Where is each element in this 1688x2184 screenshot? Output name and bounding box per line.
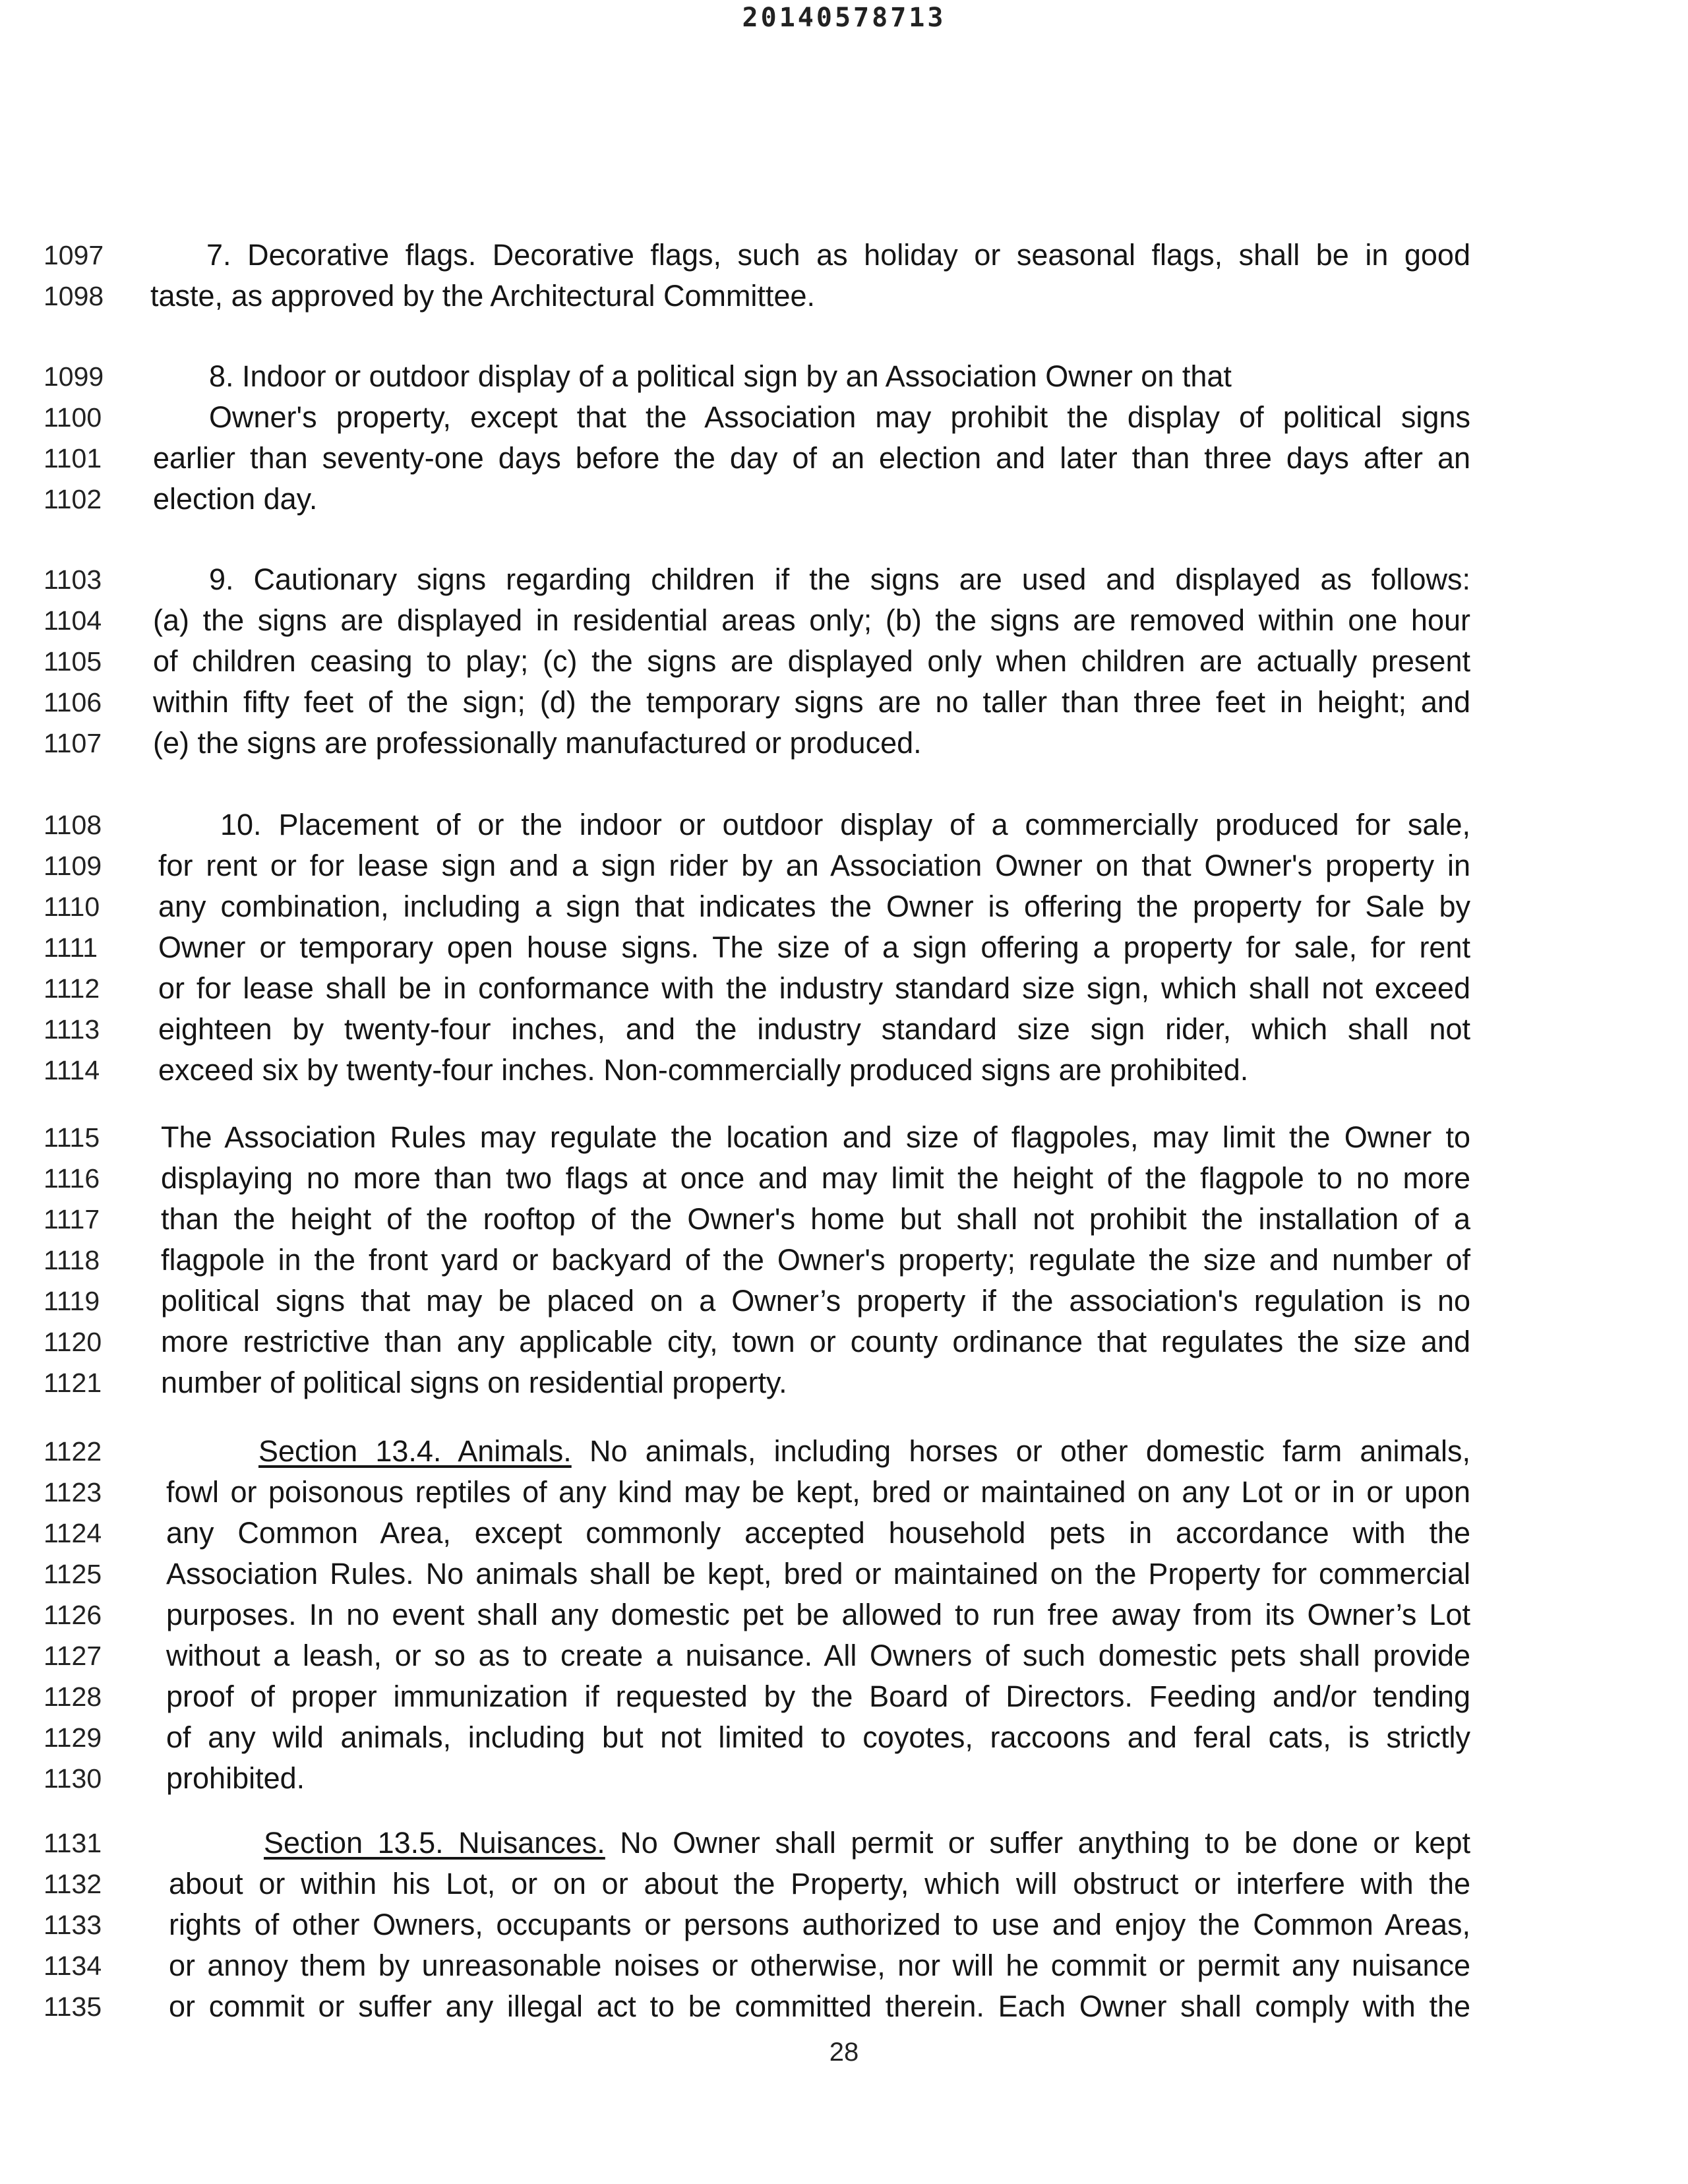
- line-text: [161, 1362, 787, 1403]
- text-run: rights of other Owners, occupants or persons authorized to use and enjoy the Common Areas,: [169, 1908, 1470, 1941]
- line-number: 1132: [44, 1869, 102, 1899]
- line-number: 1120: [44, 1327, 102, 1357]
- line-text: [169, 1904, 1470, 1945]
- text-run: for rent or for lease sign and a sign rider by an Association Owner on that Owner's property in: [158, 849, 1470, 882]
- line-number: 1135: [44, 1991, 102, 2022]
- line-number: 1127: [44, 1641, 102, 1671]
- line-number: 1116: [44, 1163, 100, 1194]
- line-text: [158, 1009, 1470, 1050]
- text-line: [0, 235, 1688, 276]
- line-number: 1134: [44, 1951, 102, 1981]
- line-number: 1118: [44, 1245, 100, 1275]
- line-text: [161, 1158, 1470, 1199]
- text-line: [0, 1945, 1688, 1986]
- text-line: [0, 1158, 1688, 1199]
- line-text: [220, 804, 1470, 845]
- page-number: 28: [829, 2038, 859, 2067]
- line-number: 1128: [44, 1682, 102, 1712]
- text-run: about or within his Lot, or on or about the Property, which will obstruct or interfere with the: [169, 1867, 1470, 1900]
- line-text: [166, 1513, 1470, 1554]
- text-line: [0, 682, 1688, 723]
- line-number: 1126: [44, 1600, 102, 1630]
- line-number: 1113: [44, 1014, 100, 1045]
- text-line: [0, 1554, 1688, 1594]
- text-line: [0, 1050, 1688, 1091]
- line-text: [166, 1676, 1470, 1717]
- line-text: [153, 479, 317, 520]
- text-run: The Association Rules may regulate the location and size of flagpoles, may limit the Owner to: [161, 1120, 1470, 1154]
- line-number: 1122: [44, 1436, 102, 1467]
- line-text: [153, 438, 1470, 479]
- text-line: [0, 1240, 1688, 1281]
- line-text: [158, 886, 1470, 927]
- text-line: [0, 1281, 1688, 1321]
- text-line: [0, 356, 1688, 397]
- line-number: 1101: [44, 443, 102, 473]
- text-line: [0, 1199, 1688, 1240]
- text-line: [0, 1758, 1688, 1799]
- text-run: without a leash, or so as to create a nuisance. All Owners of such domestic pets shall provide: [166, 1639, 1470, 1672]
- line-text: [166, 1554, 1470, 1594]
- text-run: 9. Cautionary signs regarding children if the signs are used and displayed as follows:: [209, 562, 1470, 596]
- line-number: 1106: [44, 687, 102, 717]
- text-run: of any wild animals, including but not limited to coyotes, raccoons and feral cats, is strictly: [166, 1720, 1470, 1754]
- line-number: 1124: [44, 1518, 102, 1548]
- text-line: [0, 1986, 1688, 2027]
- line-text: [206, 235, 1470, 276]
- line-number: 1117: [44, 1204, 100, 1234]
- text-line: [0, 1362, 1688, 1403]
- line-text: [166, 1635, 1470, 1676]
- line-text: [169, 1986, 1470, 2027]
- line-number: 1108: [44, 810, 102, 840]
- section-heading: Section 13.5. Nuisances.: [264, 1826, 605, 1860]
- text-run: exceed six by twenty-four inches. Non-commercially produced signs are prohibited.: [158, 1053, 1249, 1087]
- text-run: Owner or temporary open house signs. The size of a sign offering a property for sale, for rent: [158, 930, 1470, 964]
- line-text: [209, 397, 1470, 438]
- text-line: [0, 276, 1688, 317]
- text-line: [0, 927, 1688, 968]
- line-text: [209, 559, 1470, 600]
- line-number: 1121: [44, 1368, 102, 1398]
- line-number: 1105: [44, 646, 102, 677]
- text-run: displaying no more than two flags at once and may limit the height of the flagpole to no more: [161, 1161, 1470, 1195]
- text-run: than the height of the rooftop of the Owner's home but shall not prohibit the installation of a: [161, 1202, 1470, 1236]
- text-line: [0, 641, 1688, 682]
- line-text: [158, 927, 1470, 968]
- line-text: [169, 1945, 1470, 1986]
- line-text: [161, 1281, 1470, 1321]
- text-line: [0, 438, 1688, 479]
- text-line: [0, 1635, 1688, 1676]
- text-run: Association Rules. No animals shall be kept, bred or maintained on the Property for commercial: [166, 1557, 1470, 1591]
- section-heading: Section 13.4. Animals.: [258, 1434, 572, 1468]
- text-run: within fifty feet of the sign; (d) the temporary signs are no taller than three feet in height; and: [153, 685, 1470, 719]
- line-number: 1123: [44, 1477, 102, 1507]
- text-line: [0, 1717, 1688, 1758]
- line-number: 1111: [44, 932, 98, 963]
- line-number: 1114: [44, 1055, 100, 1085]
- text-run: No Owner shall permit or suffer anything to be done or kept: [605, 1826, 1470, 1860]
- line-text: [166, 1594, 1470, 1635]
- line-number: 1125: [44, 1559, 102, 1589]
- text-run: any combination, including a sign that indicates the Owner is offering the property for Sale by: [158, 890, 1470, 923]
- line-text: [153, 723, 922, 764]
- document-number: 20140578713: [742, 3, 946, 33]
- line-number: 1110: [44, 892, 100, 922]
- text-line: [0, 1864, 1688, 1904]
- line-text: [153, 682, 1470, 723]
- line-number: 1097: [44, 240, 104, 270]
- line-text: [158, 1050, 1248, 1091]
- text-run: number of political signs on residential property.: [161, 1366, 787, 1399]
- line-text: [161, 1117, 1470, 1158]
- line-number: 1102: [44, 484, 102, 514]
- text-run: proof of proper immunization if requested by the Board of Directors. Feeding and/or tending: [166, 1680, 1470, 1713]
- text-run: or annoy them by unreasonable noises or otherwise, nor will he commit or permit any nuisance: [169, 1949, 1470, 1982]
- text-line: [0, 1117, 1688, 1158]
- line-number: 1098: [44, 281, 104, 311]
- text-line: [0, 559, 1688, 600]
- text-line: [0, 1676, 1688, 1717]
- text-line: [0, 600, 1688, 641]
- line-text: [258, 1431, 1470, 1472]
- line-text: [161, 1240, 1470, 1281]
- line-number: 1103: [44, 564, 102, 595]
- line-text: [161, 1199, 1470, 1240]
- text-run: 8. Indoor or outdoor display of a political sign by an Association Owner on that: [209, 359, 1232, 393]
- text-run: Owner's property, except that the Association may prohibit the display of political signs: [209, 400, 1470, 434]
- text-line: [0, 968, 1688, 1009]
- line-number: 1112: [44, 973, 100, 1004]
- text-line: [0, 397, 1688, 438]
- line-number: 1133: [44, 1910, 102, 1940]
- text-line: [0, 1823, 1688, 1864]
- text-run: flagpole in the front yard or backyard of the Owner's property; regulate the size and number of: [161, 1243, 1470, 1277]
- text-line: [0, 804, 1688, 845]
- line-number: 1115: [44, 1122, 100, 1153]
- line-number: 1099: [44, 361, 104, 392]
- line-text: [166, 1717, 1470, 1758]
- text-run: 7. Decorative flags. Decorative flags, such as holiday or seasonal flags, shall be in good: [206, 238, 1470, 272]
- text-line: [0, 886, 1688, 927]
- line-number: 1119: [44, 1286, 100, 1316]
- line-number: 1109: [44, 851, 102, 881]
- text-run: No animals, including horses or other domestic farm animals,: [571, 1434, 1470, 1468]
- text-line: [0, 1472, 1688, 1513]
- line-number: 1104: [44, 605, 102, 636]
- line-text: [153, 600, 1470, 641]
- text-line: [0, 479, 1688, 520]
- line-text: [169, 1864, 1470, 1904]
- text-run: prohibited.: [166, 1761, 305, 1795]
- line-text: [166, 1758, 305, 1799]
- line-number: 1100: [44, 402, 102, 433]
- text-run: election day.: [153, 482, 318, 516]
- text-run: 10. Placement of or the indoor or outdoor display of a commercially produced for sale,: [220, 808, 1470, 841]
- text-line: [0, 1431, 1688, 1472]
- line-text: [264, 1823, 1470, 1864]
- text-run: (a) the signs are displayed in residential areas only; (b) the signs are removed within one hour: [153, 603, 1470, 637]
- line-text: [158, 968, 1470, 1009]
- text-line: [0, 1321, 1688, 1362]
- text-run: (e) the signs are professionally manufactured or produced.: [153, 726, 922, 760]
- text-run: any Common Area, except commonly accepted household pets in accordance with the: [166, 1516, 1470, 1550]
- line-number: 1129: [44, 1722, 102, 1753]
- text-run: or commit or suffer any illegal act to be committed therein. Each Owner shall comply with the: [169, 1989, 1470, 2023]
- text-line: [0, 1904, 1688, 1945]
- text-run: purposes. In no event shall any domestic pet be allowed to run free away from its Owner’s Lot: [166, 1598, 1470, 1631]
- text-run: taste, as approved by the Architectural Committee.: [150, 279, 815, 313]
- line-text: [161, 1321, 1470, 1362]
- text-run: or for lease shall be in conformance with the industry standard size sign, which shall not exceed: [158, 971, 1470, 1005]
- text-run: earlier than seventy-one days before the day of an election and later than three days after an: [153, 441, 1470, 475]
- text-line: [0, 1513, 1688, 1554]
- text-run: of children ceasing to play; (c) the signs are displayed only when children are actually present: [153, 644, 1470, 678]
- line-text: [150, 276, 815, 317]
- line-number: 1131: [44, 1828, 102, 1858]
- line-number: 1130: [44, 1763, 102, 1794]
- text-run: political signs that may be placed on a Owner’s property if the association's regulation is no: [161, 1284, 1470, 1318]
- line-text: [209, 356, 1232, 397]
- text-run: eighteen by twenty-four inches, and the industry standard size sign rider, which shall not: [158, 1012, 1470, 1046]
- text-run: fowl or poisonous reptiles of any kind may be kept, bred or maintained on any Lot or in or upon: [166, 1475, 1470, 1509]
- line-text: [158, 845, 1470, 886]
- text-line: [0, 1009, 1688, 1050]
- text-line: [0, 845, 1688, 886]
- text-line: [0, 1594, 1688, 1635]
- text-run: more restrictive than any applicable city, town or county ordinance that regulates the size and: [161, 1325, 1470, 1358]
- line-text: [153, 641, 1470, 682]
- line-text: [166, 1472, 1470, 1513]
- text-line: [0, 723, 1688, 764]
- line-number: 1107: [44, 728, 102, 758]
